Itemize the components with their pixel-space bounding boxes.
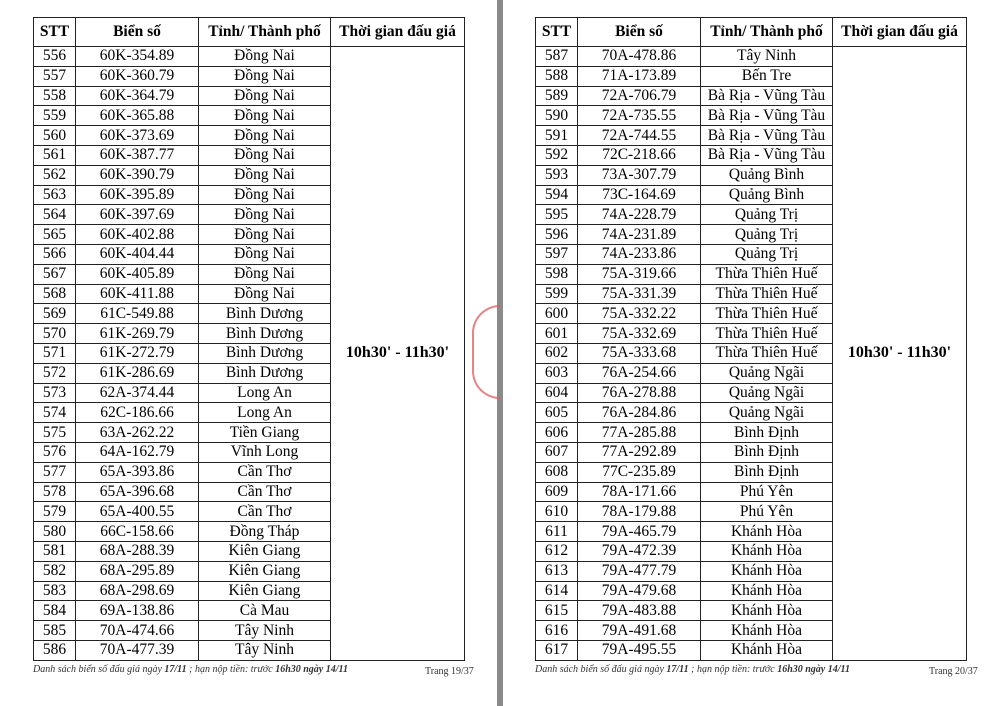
cell-plate: 65A-396.68 bbox=[76, 482, 199, 502]
header-stt: STT bbox=[536, 18, 578, 47]
cell-plate: 78A-171.66 bbox=[578, 482, 701, 502]
cell-stt: 612 bbox=[536, 541, 578, 561]
cell-plate: 60K-365.88 bbox=[76, 106, 199, 126]
cell-province: Thừa Thiên Huế bbox=[701, 304, 833, 324]
cell-plate: 79A-483.88 bbox=[578, 601, 701, 621]
footer-text: Danh sách biển số đấu giá ngày bbox=[33, 664, 165, 675]
cell-province: Đồng Nai bbox=[199, 165, 331, 185]
table-body bbox=[536, 47, 967, 661]
cell-province: Long An bbox=[199, 403, 331, 423]
cell-plate: 64A-162.79 bbox=[76, 442, 199, 462]
cell-province: Bình Dương bbox=[199, 363, 331, 383]
cell-plate: 69A-138.86 bbox=[76, 601, 199, 621]
header-time: Thời gian đấu giá bbox=[331, 18, 465, 47]
cell-plate: 60K-404.44 bbox=[76, 244, 199, 264]
cell-stt: 611 bbox=[536, 522, 578, 542]
cell-stt: 598 bbox=[536, 264, 578, 284]
cell-plate: 60K-397.69 bbox=[76, 205, 199, 225]
cell-plate: 78A-179.88 bbox=[578, 502, 701, 522]
cell-stt: 575 bbox=[34, 423, 76, 443]
cell-plate: 60K-411.88 bbox=[76, 284, 199, 304]
cell-province: Thừa Thiên Huế bbox=[701, 343, 833, 363]
cell-province: Thừa Thiên Huế bbox=[701, 324, 833, 344]
cell-plate: 60K-390.79 bbox=[76, 165, 199, 185]
cell-plate: 70A-478.86 bbox=[578, 47, 701, 67]
cell-plate: 77C-235.89 bbox=[578, 462, 701, 482]
plate-table-right bbox=[535, 17, 967, 661]
stamp-seal bbox=[472, 305, 500, 399]
cell-stt: 616 bbox=[536, 621, 578, 641]
cell-plate: 79A-495.55 bbox=[578, 640, 701, 660]
cell-plate: 72C-218.66 bbox=[578, 145, 701, 165]
cell-province: Bà Rịa - Vũng Tàu bbox=[701, 86, 833, 106]
cell-stt: 592 bbox=[536, 145, 578, 165]
cell-plate: 68A-298.69 bbox=[76, 581, 199, 601]
footer-date: 17/11 bbox=[666, 664, 689, 675]
cell-province: Bình Dương bbox=[199, 304, 331, 324]
cell-stt: 556 bbox=[34, 47, 76, 67]
footer-deadline: 16h30 ngày 14/11 bbox=[777, 664, 850, 675]
cell-plate: 75A-333.68 bbox=[578, 343, 701, 363]
cell-stt: 583 bbox=[34, 581, 76, 601]
cell-stt: 572 bbox=[34, 363, 76, 383]
cell-province: Bình Định bbox=[701, 462, 833, 482]
cell-stt: 578 bbox=[34, 482, 76, 502]
cell-plate: 68A-288.39 bbox=[76, 541, 199, 561]
cell-province: Thừa Thiên Huế bbox=[701, 284, 833, 304]
cell-plate: 66C-158.66 bbox=[76, 522, 199, 542]
page-number: Trang 20/37 bbox=[929, 666, 978, 677]
cell-stt: 601 bbox=[536, 324, 578, 344]
cell-stt: 565 bbox=[34, 225, 76, 245]
cell-province: Đồng Nai bbox=[199, 264, 331, 284]
cell-province: Phú Yên bbox=[701, 482, 833, 502]
table-header-row bbox=[34, 18, 465, 47]
footer-mid: ; hạn nộp tiền: trước bbox=[688, 664, 778, 675]
cell-province: Quảng Bình bbox=[701, 165, 833, 185]
cell-plate: 72A-744.55 bbox=[578, 126, 701, 146]
cell-province: Đồng Nai bbox=[199, 126, 331, 146]
cell-stt: 573 bbox=[34, 383, 76, 403]
cell-plate: 74A-233.86 bbox=[578, 244, 701, 264]
cell-plate: 79A-491.68 bbox=[578, 621, 701, 641]
cell-plate: 70A-474.66 bbox=[76, 621, 199, 641]
cell-province: Đồng Nai bbox=[199, 225, 331, 245]
cell-stt: 617 bbox=[536, 640, 578, 660]
cell-plate: 74A-228.79 bbox=[578, 205, 701, 225]
footer-text: Danh sách biển số đấu giá ngày bbox=[535, 664, 667, 675]
cell-province: Đồng Nai bbox=[199, 66, 331, 86]
cell-province: Cà Mau bbox=[199, 601, 331, 621]
cell-plate: 65A-393.86 bbox=[76, 462, 199, 482]
table-header-row bbox=[536, 18, 967, 47]
cell-province: Khánh Hòa bbox=[701, 581, 833, 601]
cell-stt: 566 bbox=[34, 244, 76, 264]
cell-plate: 79A-465.79 bbox=[578, 522, 701, 542]
cell-stt: 614 bbox=[536, 581, 578, 601]
cell-plate: 61K-269.79 bbox=[76, 324, 199, 344]
cell-plate: 60K-387.77 bbox=[76, 145, 199, 165]
cell-stt: 608 bbox=[536, 462, 578, 482]
cell-stt: 590 bbox=[536, 106, 578, 126]
cell-stt: 568 bbox=[34, 284, 76, 304]
cell-province: Bình Dương bbox=[199, 343, 331, 363]
cell-stt: 584 bbox=[34, 601, 76, 621]
cell-province: Đồng Nai bbox=[199, 106, 331, 126]
cell-province: Kiên Giang bbox=[199, 581, 331, 601]
cell-stt: 563 bbox=[34, 185, 76, 205]
cell-time-slot: 10h30' - 11h30' bbox=[331, 47, 465, 661]
cell-plate: 72A-735.55 bbox=[578, 106, 701, 126]
cell-stt: 560 bbox=[34, 126, 76, 146]
cell-province: Cần Thơ bbox=[199, 482, 331, 502]
cell-plate: 65A-400.55 bbox=[76, 502, 199, 522]
cell-stt: 561 bbox=[34, 145, 76, 165]
cell-province: Quảng Trị bbox=[701, 244, 833, 264]
page-footer bbox=[535, 664, 850, 675]
cell-province: Quảng Trị bbox=[701, 225, 833, 245]
cell-province: Bình Định bbox=[701, 423, 833, 443]
cell-province: Quảng Ngãi bbox=[701, 403, 833, 423]
table-row bbox=[34, 47, 465, 67]
cell-province: Đồng Nai bbox=[199, 244, 331, 264]
table-body bbox=[34, 47, 465, 661]
cell-province: Quảng Ngãi bbox=[701, 363, 833, 383]
cell-stt: 602 bbox=[536, 343, 578, 363]
cell-province: Cần Thơ bbox=[199, 462, 331, 482]
cell-province: Quảng Trị bbox=[701, 205, 833, 225]
cell-plate: 60K-364.79 bbox=[76, 86, 199, 106]
footer-date: 17/11 bbox=[164, 664, 187, 675]
cell-plate: 76A-254.66 bbox=[578, 363, 701, 383]
cell-province: Cần Thơ bbox=[199, 502, 331, 522]
cell-plate: 60K-360.79 bbox=[76, 66, 199, 86]
cell-province: Quảng Ngãi bbox=[701, 383, 833, 403]
cell-stt: 596 bbox=[536, 225, 578, 245]
cell-stt: 600 bbox=[536, 304, 578, 324]
cell-province: Long An bbox=[199, 383, 331, 403]
cell-plate: 62A-374.44 bbox=[76, 383, 199, 403]
cell-stt: 613 bbox=[536, 561, 578, 581]
cell-plate: 63A-262.22 bbox=[76, 423, 199, 443]
cell-stt: 579 bbox=[34, 502, 76, 522]
cell-province: Kiên Giang bbox=[199, 561, 331, 581]
cell-province: Kiên Giang bbox=[199, 541, 331, 561]
document-page-right bbox=[503, 0, 1000, 706]
cell-province: Tiền Giang bbox=[199, 423, 331, 443]
cell-province: Tây Ninh bbox=[199, 621, 331, 641]
cell-stt: 607 bbox=[536, 442, 578, 462]
header-province: Tỉnh/ Thành phố bbox=[199, 18, 331, 47]
cell-stt: 597 bbox=[536, 244, 578, 264]
cell-stt: 569 bbox=[34, 304, 76, 324]
cell-province: Đồng Nai bbox=[199, 205, 331, 225]
cell-stt: 589 bbox=[536, 86, 578, 106]
cell-stt: 606 bbox=[536, 423, 578, 443]
cell-stt: 570 bbox=[34, 324, 76, 344]
cell-plate: 72A-706.79 bbox=[578, 86, 701, 106]
cell-province: Đồng Nai bbox=[199, 47, 331, 67]
cell-stt: 604 bbox=[536, 383, 578, 403]
cell-province: Tây Ninh bbox=[701, 47, 833, 67]
cell-province: Khánh Hòa bbox=[701, 522, 833, 542]
cell-stt: 559 bbox=[34, 106, 76, 126]
cell-stt: 571 bbox=[34, 343, 76, 363]
cell-stt: 609 bbox=[536, 482, 578, 502]
cell-plate: 77A-285.88 bbox=[578, 423, 701, 443]
cell-stt: 603 bbox=[536, 363, 578, 383]
cell-province: Vĩnh Long bbox=[199, 442, 331, 462]
cell-province: Bình Dương bbox=[199, 324, 331, 344]
cell-plate: 61C-549.88 bbox=[76, 304, 199, 324]
cell-plate: 61K-286.69 bbox=[76, 363, 199, 383]
cell-province: Đồng Nai bbox=[199, 284, 331, 304]
cell-province: Quảng Bình bbox=[701, 185, 833, 205]
cell-stt: 587 bbox=[536, 47, 578, 67]
cell-province: Thừa Thiên Huế bbox=[701, 264, 833, 284]
cell-province: Đồng Nai bbox=[199, 145, 331, 165]
header-time: Thời gian đấu giá bbox=[833, 18, 967, 47]
cell-province: Khánh Hòa bbox=[701, 561, 833, 581]
cell-province: Bình Định bbox=[701, 442, 833, 462]
cell-plate: 60K-395.89 bbox=[76, 185, 199, 205]
cell-time-slot: 10h30' - 11h30' bbox=[833, 47, 967, 661]
cell-stt: 593 bbox=[536, 165, 578, 185]
cell-stt: 610 bbox=[536, 502, 578, 522]
cell-stt: 564 bbox=[34, 205, 76, 225]
cell-province: Đồng Tháp bbox=[199, 522, 331, 542]
cell-stt: 585 bbox=[34, 621, 76, 641]
cell-plate: 75A-332.22 bbox=[578, 304, 701, 324]
header-plate: Biển số bbox=[578, 18, 701, 47]
cell-plate: 73A-307.79 bbox=[578, 165, 701, 185]
cell-stt: 576 bbox=[34, 442, 76, 462]
header-province: Tỉnh/ Thành phố bbox=[701, 18, 833, 47]
cell-stt: 586 bbox=[34, 640, 76, 660]
cell-plate: 79A-477.79 bbox=[578, 561, 701, 581]
cell-plate: 60K-354.89 bbox=[76, 47, 199, 67]
cell-plate: 60K-405.89 bbox=[76, 264, 199, 284]
page-number: Trang 19/37 bbox=[425, 666, 474, 677]
cell-province: Bến Tre bbox=[701, 66, 833, 86]
cell-stt: 588 bbox=[536, 66, 578, 86]
cell-plate: 61K-272.79 bbox=[76, 343, 199, 363]
cell-plate: 71A-173.89 bbox=[578, 66, 701, 86]
cell-province: Khánh Hòa bbox=[701, 621, 833, 641]
cell-plate: 70A-477.39 bbox=[76, 640, 199, 660]
cell-plate: 60K-402.88 bbox=[76, 225, 199, 245]
cell-stt: 580 bbox=[34, 522, 76, 542]
cell-plate: 79A-479.68 bbox=[578, 581, 701, 601]
cell-province: Khánh Hòa bbox=[701, 541, 833, 561]
plate-table-left bbox=[33, 17, 465, 661]
cell-stt: 558 bbox=[34, 86, 76, 106]
cell-province: Phú Yên bbox=[701, 502, 833, 522]
document-page-left bbox=[0, 0, 497, 706]
footer-deadline: 16h30 ngày 14/11 bbox=[275, 664, 348, 675]
cell-province: Đồng Nai bbox=[199, 185, 331, 205]
cell-plate: 60K-373.69 bbox=[76, 126, 199, 146]
cell-province: Tây Ninh bbox=[199, 640, 331, 660]
cell-plate: 76A-278.88 bbox=[578, 383, 701, 403]
cell-stt: 557 bbox=[34, 66, 76, 86]
footer-mid: ; hạn nộp tiền: trước bbox=[186, 664, 276, 675]
cell-plate: 76A-284.86 bbox=[578, 403, 701, 423]
cell-stt: 581 bbox=[34, 541, 76, 561]
cell-plate: 68A-295.89 bbox=[76, 561, 199, 581]
cell-stt: 582 bbox=[34, 561, 76, 581]
cell-plate: 75A-331.39 bbox=[578, 284, 701, 304]
cell-plate: 77A-292.89 bbox=[578, 442, 701, 462]
cell-plate: 79A-472.39 bbox=[578, 541, 701, 561]
cell-province: Khánh Hòa bbox=[701, 640, 833, 660]
cell-plate: 75A-319.66 bbox=[578, 264, 701, 284]
table-row bbox=[536, 47, 967, 67]
cell-stt: 594 bbox=[536, 185, 578, 205]
cell-plate: 62C-186.66 bbox=[76, 403, 199, 423]
cell-plate: 74A-231.89 bbox=[578, 225, 701, 245]
cell-stt: 567 bbox=[34, 264, 76, 284]
cell-province: Đồng Nai bbox=[199, 86, 331, 106]
cell-province: Bà Rịa - Vũng Tàu bbox=[701, 145, 833, 165]
cell-stt: 595 bbox=[536, 205, 578, 225]
cell-plate: 73C-164.69 bbox=[578, 185, 701, 205]
cell-province: Bà Rịa - Vũng Tàu bbox=[701, 106, 833, 126]
cell-stt: 599 bbox=[536, 284, 578, 304]
cell-stt: 577 bbox=[34, 462, 76, 482]
cell-province: Khánh Hòa bbox=[701, 601, 833, 621]
cell-stt: 562 bbox=[34, 165, 76, 185]
cell-plate: 75A-332.69 bbox=[578, 324, 701, 344]
cell-stt: 574 bbox=[34, 403, 76, 423]
header-plate: Biển số bbox=[76, 18, 199, 47]
cell-stt: 615 bbox=[536, 601, 578, 621]
cell-province: Bà Rịa - Vũng Tàu bbox=[701, 126, 833, 146]
cell-stt: 591 bbox=[536, 126, 578, 146]
cell-stt: 605 bbox=[536, 403, 578, 423]
page-footer bbox=[33, 664, 348, 675]
header-stt: STT bbox=[34, 18, 76, 47]
